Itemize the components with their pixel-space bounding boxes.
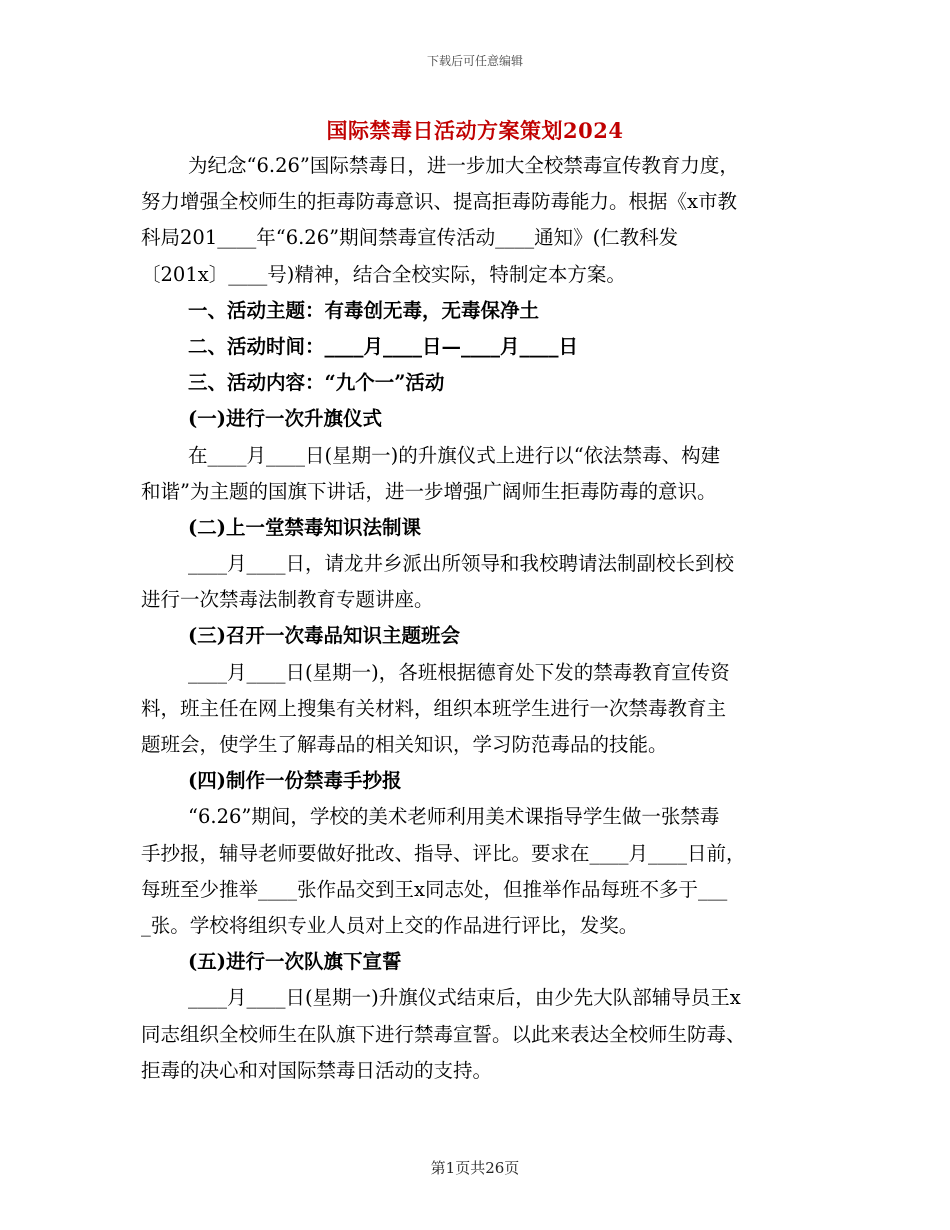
- paragraph-line: 手抄报，辅导老师要做好批改、指导、评比。要求在____月____日前，: [141, 841, 746, 865]
- paragraph-line: ____月____日，请龙井乡派出所领导和我校聘请法制副校长到校: [188, 552, 735, 576]
- section-heading: 二、活动时间：____月____日—____月____日: [188, 334, 579, 358]
- section-heading: (二)上一堂禁毒知识法制课: [188, 515, 421, 539]
- document-title: 国际禁毒日活动方案策划2024: [326, 118, 624, 143]
- paragraph-line: 在____月____日(星期一)的升旗仪式上进行以“依法禁毒、构建: [188, 443, 721, 467]
- paragraph-line: 〔201x〕____号)精神，结合全校实际，特制定本方案。: [141, 262, 626, 286]
- section-heading: (一)进行一次升旗仪式: [188, 407, 382, 431]
- section-heading: 一、活动主题：有毒创无毒，无毒保净土: [188, 298, 540, 322]
- paragraph-line: ____月____日(星期一)，各班根据德育处下发的禁毒教育宣传资: [188, 660, 730, 684]
- paragraph-line: 题班会，使学生了解毒品的相关知识，学习防范毒品的技能。: [141, 733, 668, 756]
- page-number-footer: 第1页共26页: [430, 1159, 520, 1177]
- paragraph-line: _张。学校将组织专业人员对上交的作品进行评比，发奖。: [141, 913, 639, 937]
- paragraph-line: 和谐”为主题的国旗下讲话，进一步增强广阔师生拒毒防毒的意识。: [141, 479, 717, 503]
- paragraph-line: 料，班主任在网上搜集有关材料，组织本班学生进行一次禁毒教育主: [141, 696, 727, 720]
- section-heading: (三)召开一次毒品知识主题班会: [188, 624, 460, 648]
- paragraph-line: 为纪念“6.26”国际禁毒日，进一步加大全校禁毒宣传教育力度，: [188, 154, 739, 177]
- paragraph-line: 努力增强全校师生的拒毒防毒意识、提高拒毒防毒能力。根据《x市教: [141, 190, 737, 214]
- paragraph-line: 同志组织全校师生在队旗下进行禁毒宣誓。以此来表达全校师生防毒、: [141, 1022, 746, 1046]
- header-note: 下载后可任意编辑: [426, 54, 523, 68]
- paragraph-line: “6.26”期间，学校的美术老师利用美术课指导学生做一张禁毒: [188, 805, 720, 829]
- paragraph-line: 进行一次禁毒法制教育专题讲座。: [141, 588, 434, 612]
- section-heading: 三、活动内容：“九个一”活动: [188, 371, 445, 395]
- paragraph-line: 拒毒的决心和对国际禁毒日活动的支持。: [141, 1058, 493, 1082]
- document-body: [141, 148, 811, 1089]
- section-heading: (五)进行一次队旗下宣誓: [188, 950, 402, 974]
- paragraph-line: ____月____日(星期一)升旗仪式结束后，由少先大队部辅导员王x: [188, 986, 741, 1010]
- paragraph-line: 每班至少推举____张作品交到王x同志处，但推举作品每班不多于___: [141, 877, 728, 901]
- paragraph-line: 科局201____年“6.26”期间禁毒宣传活动____通知》(仁教科发: [141, 226, 679, 250]
- section-heading: (四)制作一份禁毒手抄报: [188, 769, 402, 793]
